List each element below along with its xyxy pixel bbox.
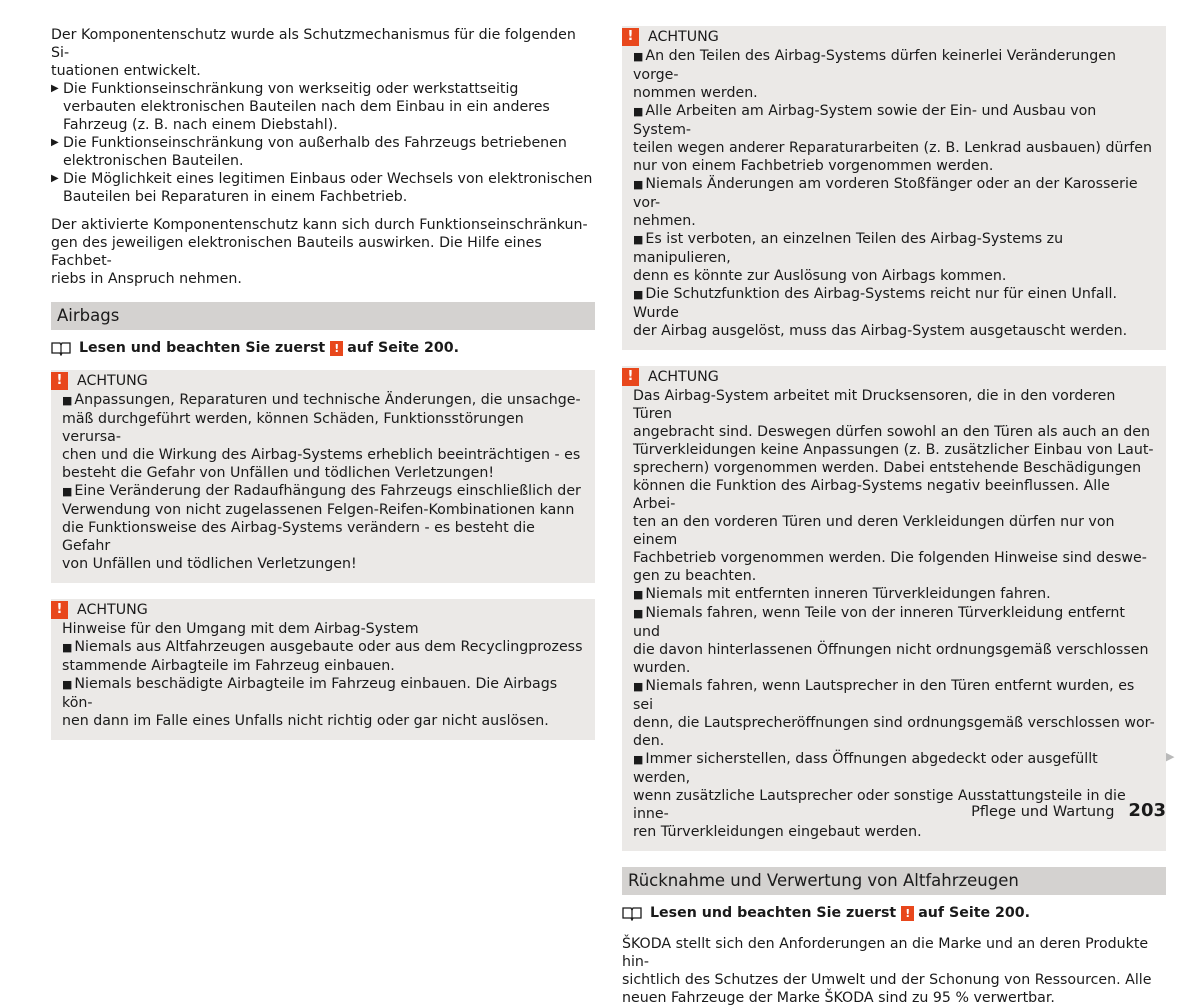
square-bullet-icon: ■ bbox=[633, 233, 644, 246]
warning-icon: ! bbox=[51, 601, 68, 619]
component-protection-paragraph: Der aktivierte Komponentenschutz kann sich durch Funktionseinschränkun- gen des jeweiligen elektronischen Bauteils auswirken. Die Hilfe eines Fachbet- riebs in Anspruch nehmen. bbox=[51, 217, 588, 287]
page-footer bbox=[971, 802, 1166, 821]
warning-title: ! ACHTUNG bbox=[51, 370, 585, 391]
list-item: ▶ Die Funktionseinschränkung von außerhalb des Fahrzeugs betriebenen elektronischen Bauteilen. bbox=[51, 135, 567, 169]
square-bullet-icon: ■ bbox=[633, 288, 644, 301]
square-bullet-icon: ■ bbox=[633, 105, 644, 118]
list-item: ▶ Die Möglichkeit eines legitimen Einbaus oder Wechsels von elektronischen Bauteilen bei Reparaturen in einem Fachbetrieb. bbox=[51, 171, 593, 205]
triangle-bullet-icon: ▶ bbox=[51, 137, 59, 148]
square-bullet-icon: ■ bbox=[633, 753, 644, 766]
right-column bbox=[622, 26, 1166, 1007]
warning-icon: ! bbox=[622, 28, 639, 46]
warning-item: ■ Immer sicherstellen, dass Öffnungen abgedeckt oder ausgefüllt werden, wenn zusätzliche Lautsprecher oder sonstige Ausstattungsteile in die inne- ren Türverkleidungen eingebaut werden. bbox=[633, 751, 1126, 840]
recycling-paragraph: ŠKODA stellt sich den Anforderungen an die Marke und an deren Produkte hin- sichtlich des Schutzes der Umwelt und der Schonung von Ressourcen. Alle neuen Fahrzeuge der Marke ŠKODA sind zu 95 % verwertbar. bbox=[622, 936, 1152, 1006]
warning-item: ■ Alle Arbeiten am Airbag-System sowie der Ein- und Ausbau von System- teilen wegen anderer Reparaturarbeiten (z. B. Lenkrad ausbauen) dürfen nur von einem Fachbetrieb vorgenommen werden. bbox=[633, 103, 1153, 174]
intro-paragraph: Der Komponentenschutz wurde als Schutzmechanismus für die folgenden Si- tuationen entwickelt. bbox=[51, 27, 576, 79]
square-bullet-icon: ■ bbox=[633, 50, 644, 63]
section-heading-recycling: Rücknahme und Verwertung von Altfahrzeugen bbox=[622, 867, 1166, 895]
warning-intro: Hinweise für den Umgang mit dem Airbag-System bbox=[62, 621, 419, 637]
warning-item: ■ Niemals Änderungen am vorderen Stoßfänger oder an der Karosserie vor- nehmen. bbox=[633, 176, 1138, 229]
square-bullet-icon: ■ bbox=[62, 394, 73, 407]
warning-box bbox=[51, 370, 595, 583]
book-icon bbox=[622, 905, 642, 921]
warning-item: ■ Die Schutzfunktion des Airbag-Systems reicht nur für einen Unfall. Wurde der Airbag ausgelöst, muss das Airbag-System ausgetauscht werden. bbox=[633, 286, 1128, 339]
warning-item: ■ Niemals mit entfernten inneren Türverkleidungen fahren. bbox=[633, 586, 1051, 602]
warning-box bbox=[622, 366, 1166, 851]
square-bullet-icon: ■ bbox=[633, 607, 644, 620]
triangle-bullet-icon: ▶ bbox=[51, 173, 59, 184]
warning-title: ! ACHTUNG bbox=[622, 366, 1156, 387]
next-page-arrow-icon: ▶ bbox=[1166, 750, 1175, 763]
warning-item: ■ Niemals fahren, wenn Lautsprecher in den Türen entfernt wurden, es sei denn, die Lautsprecheröffnungen sind ordnungsgemäß verschlossen wor- den. bbox=[633, 678, 1155, 749]
read-first-note: Lesen und beachten Sie zuerst ! auf Seite 200. bbox=[622, 903, 1166, 923]
warning-icon: ! bbox=[622, 368, 639, 386]
warning-box bbox=[51, 599, 595, 740]
left-column bbox=[51, 26, 595, 756]
warning-icon: ! bbox=[51, 372, 68, 390]
section-heading-airbags: Airbags bbox=[51, 302, 595, 330]
square-bullet-icon: ■ bbox=[62, 485, 73, 498]
warning-item: ■ Niemals fahren, wenn Teile von der inneren Türverkleidung entfernt und die davon hinterlassenen Öffnungen nicht ordnungsgemäß verschlossen wurden. bbox=[633, 605, 1149, 676]
warning-title: ! ACHTUNG bbox=[51, 599, 585, 620]
book-icon bbox=[51, 340, 71, 356]
warning-icon: ! bbox=[901, 906, 914, 921]
square-bullet-icon: ■ bbox=[62, 678, 73, 691]
square-bullet-icon: ■ bbox=[62, 641, 73, 654]
warning-item: ■ Eine Veränderung der Radaufhängung des Fahrzeugs einschließlich der Verwendung von nicht zugelassenen Felgen-Reifen-Kombinationen kann die Funktionsweise des Airbag-Systems verändern - es besteht die Gefahr von Unfällen und tödlichen Verletzungen! bbox=[62, 483, 581, 572]
warning-item: ■ Niemals aus Altfahrzeugen ausgebaute oder aus dem Recyclingprozess stammende Airbagteile im Fahrzeug einbauen. bbox=[62, 639, 583, 674]
warning-icon: ! bbox=[330, 341, 343, 356]
triangle-bullet-icon: ▶ bbox=[51, 83, 59, 94]
warning-box bbox=[622, 26, 1166, 350]
warning-item: ■ An den Teilen des Airbag-Systems dürfen keinerlei Veränderungen vorge- nommen werden. bbox=[633, 48, 1116, 101]
warning-item: ■ Niemals beschädigte Airbagteile im Fahrzeug einbauen. Die Airbags kön- nen dann im Falle eines Unfalls nicht richtig oder gar nicht auslösen. bbox=[62, 676, 558, 729]
warning-item: ■ Anpassungen, Reparaturen und technische Änderungen, die unsachge- mäß durchgeführt werden, können Schäden, Funktionsstörungen verursa- chen und die Wirkung des Airbag-Systems erheblich beeinträchtigen - es besteht die Gefahr von Unfällen und tödlichen Verletzungen! bbox=[62, 392, 581, 481]
list-item: ▶ Die Funktionseinschränkung von werkseitig oder werkstattseitig verbauten elektronischen Bauteilen nach dem Einbau in ein anderes Fahrzeug (z. B. nach einem Diebstahl). bbox=[51, 81, 550, 133]
warning-intro: Das Airbag-System arbeitet mit Drucksensoren, die in den vorderen Türen angebracht sind. Deswegen dürfen sowohl an den Türen als auch an den Türverkleidungen keine Anpassungen (z. B. zusätzlicher Einbau von Laut- sprechern) vorgenommen werden. Dabei entstehende Beschädigungen können die Funktion des Airbag-Systems negativ beeinflussen. Alle Arbei- ten an den vorderen Türen und deren Verkleidungen dürfen nur von einem Fachbetrieb vorgenommen werden. Die folgenden Hinweise sind deswe- gen zu beachten. bbox=[633, 388, 1154, 584]
square-bullet-icon: ■ bbox=[633, 588, 644, 601]
read-first-note: Lesen und beachten Sie zuerst ! auf Seite 200. bbox=[51, 338, 595, 358]
square-bullet-icon: ■ bbox=[633, 178, 644, 191]
footer-section-title: Pflege und Wartung bbox=[971, 804, 1115, 820]
square-bullet-icon: ■ bbox=[633, 680, 644, 693]
page-number: 203 bbox=[1128, 800, 1166, 821]
warning-title: ! ACHTUNG bbox=[622, 26, 1156, 47]
bullet-list bbox=[51, 80, 595, 206]
warning-item: ■ Es ist verboten, an einzelnen Teilen des Airbag-Systems zu manipulieren, denn es könnte zur Auslösung von Airbags kommen. bbox=[633, 231, 1064, 284]
